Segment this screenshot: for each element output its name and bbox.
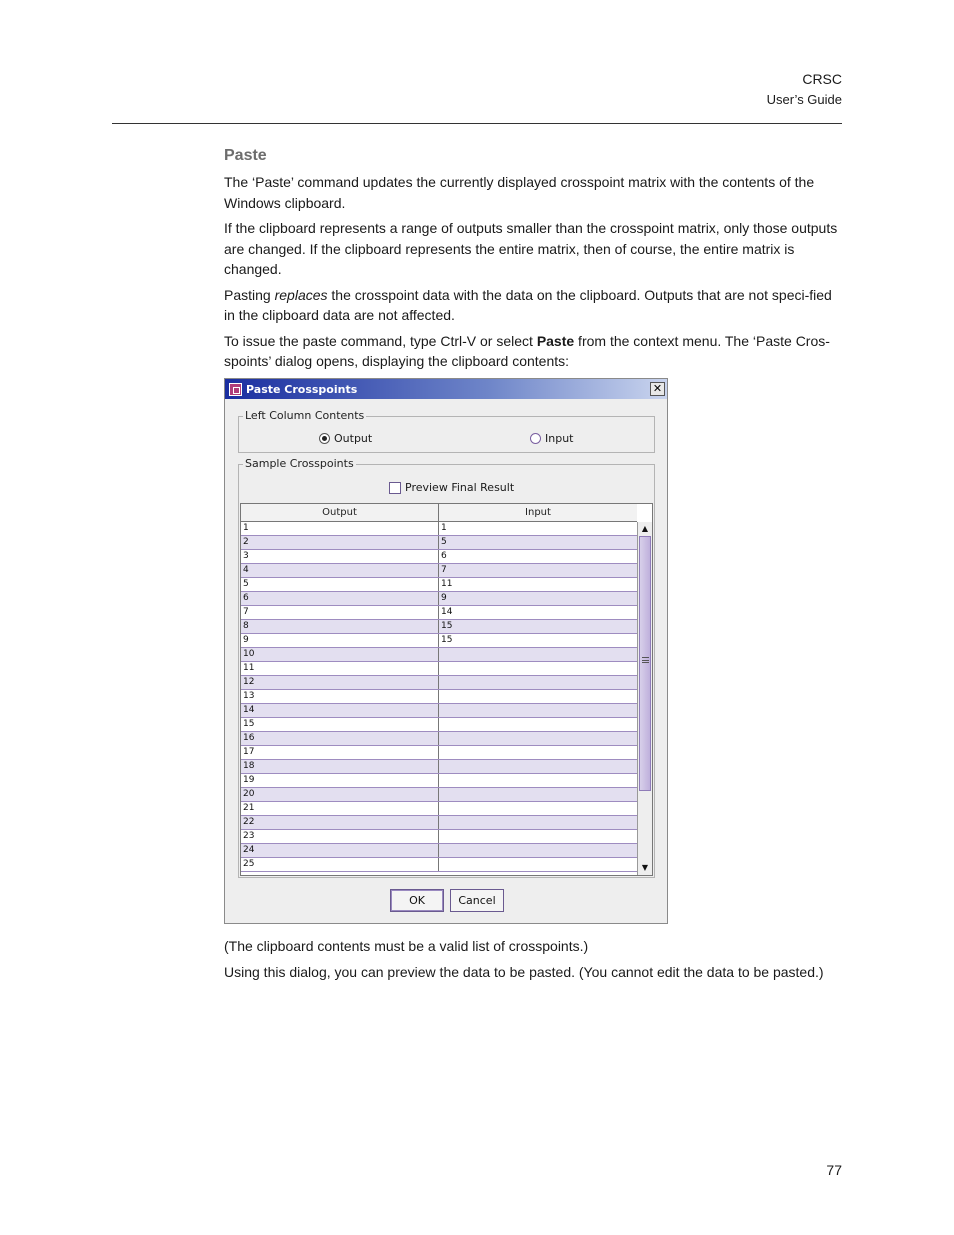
- table-row[interactable]: [241, 830, 637, 844]
- cell-output: 7: [241, 606, 439, 619]
- cell-input: [439, 732, 637, 745]
- preview-checkbox-label: Preview Final Result: [405, 481, 515, 494]
- cell-input: [439, 844, 637, 857]
- table-row[interactable]: [241, 676, 637, 690]
- app-icon: [229, 383, 242, 396]
- cell-input: [439, 662, 637, 675]
- table-row[interactable]: [241, 634, 637, 648]
- header-rule: [112, 123, 842, 124]
- cell-input: [439, 718, 637, 731]
- cell-input: [439, 788, 637, 801]
- cell-input: [439, 774, 637, 787]
- cell-output: 2: [241, 536, 439, 549]
- p3-post: the crosspoint data with the data on the clipboard. Outputs that are not speci-fied in the clipboard data are not affected.: [224, 286, 832, 323]
- table-row[interactable]: [241, 788, 637, 802]
- p3-emphasis: replaces: [274, 286, 328, 303]
- cell-input: [439, 704, 637, 717]
- cell-input: 6: [441, 551, 447, 561]
- scroll-up-icon[interactable]: ▲: [638, 522, 652, 536]
- section-content: [224, 147, 844, 377]
- cell-output: 22: [241, 816, 439, 829]
- after-paragraph-1: (The clipboard contents must be a valid list of crosspoints.): [224, 938, 589, 954]
- table-row[interactable]: [241, 578, 637, 592]
- cell-input: 11: [441, 579, 453, 589]
- cell-output: 25: [241, 858, 439, 871]
- table-row[interactable]: [241, 858, 637, 872]
- column-header-output[interactable]: Output: [241, 504, 439, 521]
- radio-output[interactable]: [319, 432, 372, 445]
- section-title: Paste: [224, 147, 267, 164]
- after-paragraph-2: Using this dialog, you can preview the data to be pasted. (You cannot edit the data to be pasted.): [224, 963, 824, 980]
- cell-output: 11: [241, 662, 439, 675]
- left-column-legend: Left Column Contents: [245, 409, 365, 422]
- table-row[interactable]: [241, 802, 637, 816]
- radio-input[interactable]: [530, 432, 573, 445]
- cell-input: 14: [441, 607, 453, 617]
- cancel-button[interactable]: Cancel: [450, 889, 504, 912]
- cell-output: 14: [241, 704, 439, 717]
- close-icon[interactable]: ✕: [650, 382, 665, 396]
- p4-post: from the context menu. The ‘Paste Cros-spoints’ dialog opens, displaying the clipboard contents:: [224, 332, 830, 369]
- paragraph-2: If the clipboard represents a range of outputs smaller than the crosspoint matrix, only those outputs are changed. If the clipboard represents the entire matrix, then of course, the entire matrix is changed.: [224, 220, 838, 277]
- table-row[interactable]: [241, 592, 637, 606]
- grip-icon: [642, 657, 649, 663]
- table-row[interactable]: [241, 774, 637, 788]
- cell-input: [439, 830, 637, 843]
- table-row[interactable]: [241, 816, 637, 830]
- column-header-input[interactable]: Input: [525, 507, 551, 518]
- cell-output: 3: [241, 550, 439, 563]
- dialog-title: Paste Crosspoints: [246, 382, 358, 396]
- crosspoints-table: [240, 503, 653, 876]
- paragraph-3: [224, 285, 844, 326]
- radio-output-circle[interactable]: [319, 433, 330, 444]
- cell-output: 4: [241, 564, 439, 577]
- cell-input: [439, 802, 637, 815]
- cell-input: 15: [441, 621, 453, 631]
- cell-input: [439, 746, 637, 759]
- cell-output: 18: [241, 760, 439, 773]
- cell-output: 17: [241, 746, 439, 759]
- preview-checkbox[interactable]: [389, 481, 514, 494]
- paste-crosspoints-dialog: [224, 378, 668, 924]
- cell-output: 1: [241, 522, 439, 535]
- preview-checkbox-box[interactable]: [389, 482, 401, 494]
- cell-output: 10: [241, 648, 439, 661]
- cell-output: 16: [241, 732, 439, 745]
- cell-output: 24: [241, 844, 439, 857]
- table-header: [241, 504, 637, 522]
- header-title: CRSC: [802, 71, 842, 87]
- cell-input: [439, 648, 637, 661]
- cell-output: 15: [241, 718, 439, 731]
- table-row[interactable]: [241, 648, 637, 662]
- table-row[interactable]: [241, 550, 637, 564]
- scroll-down-icon[interactable]: ▼: [638, 861, 652, 875]
- header-subtitle: User’s Guide: [766, 92, 842, 107]
- paragraph-1: The ‘Paste’ command updates the currently displayed crosspoint matrix with the contents of the Windows clipboard.: [224, 174, 815, 211]
- cell-input: 15: [441, 635, 453, 645]
- cell-output: 9: [241, 634, 439, 647]
- vertical-scrollbar[interactable]: [637, 522, 652, 875]
- cell-output: 19: [241, 774, 439, 787]
- p4-pre: To issue the paste command, type Ctrl-V or select: [224, 332, 537, 349]
- cell-output: 13: [241, 690, 439, 703]
- table-row[interactable]: [241, 732, 637, 746]
- cell-input: [439, 760, 637, 773]
- table-row[interactable]: [241, 536, 637, 550]
- radio-input-circle[interactable]: [530, 433, 541, 444]
- radio-input-label: Input: [545, 432, 574, 445]
- cell-input: [439, 858, 637, 871]
- cell-input: [439, 690, 637, 703]
- table-row[interactable]: [241, 564, 637, 578]
- p3-pre: Pasting: [224, 286, 275, 303]
- cell-output: 5: [241, 578, 439, 591]
- radio-output-label: Output: [334, 432, 373, 445]
- ok-button[interactable]: OK: [390, 889, 444, 912]
- left-column-group: [238, 409, 655, 453]
- cell-input: 5: [441, 537, 447, 547]
- dialog-titlebar[interactable]: [225, 379, 667, 399]
- cell-output: 23: [241, 830, 439, 843]
- page-number: 77: [826, 1162, 842, 1178]
- table-row[interactable]: [241, 522, 637, 536]
- cell-output: 8: [241, 620, 439, 633]
- cell-input: [439, 816, 637, 829]
- cell-input: [439, 676, 637, 689]
- scroll-thumb[interactable]: [639, 536, 651, 791]
- cell-output: 20: [241, 788, 439, 801]
- table-row[interactable]: [241, 718, 637, 732]
- table-row[interactable]: [241, 760, 637, 774]
- p4-bold: Paste: [536, 332, 575, 349]
- table-body: [241, 522, 637, 872]
- table-row[interactable]: [241, 690, 637, 704]
- table-row[interactable]: [241, 746, 637, 760]
- table-row[interactable]: [241, 844, 637, 858]
- cell-input: 9: [441, 593, 447, 603]
- table-row[interactable]: [241, 620, 637, 634]
- cell-output: 6: [241, 592, 439, 605]
- cell-output: 12: [241, 676, 439, 689]
- cell-input: 1: [441, 523, 447, 533]
- cell-output: 21: [241, 802, 439, 815]
- table-row[interactable]: [241, 606, 637, 620]
- table-row[interactable]: [241, 662, 637, 676]
- after-dialog-text: [224, 936, 844, 987]
- paragraph-4: [224, 331, 844, 372]
- sample-crosspoints-legend: Sample Crosspoints: [245, 457, 354, 470]
- cell-input: 7: [441, 565, 447, 575]
- table-row[interactable]: [241, 704, 637, 718]
